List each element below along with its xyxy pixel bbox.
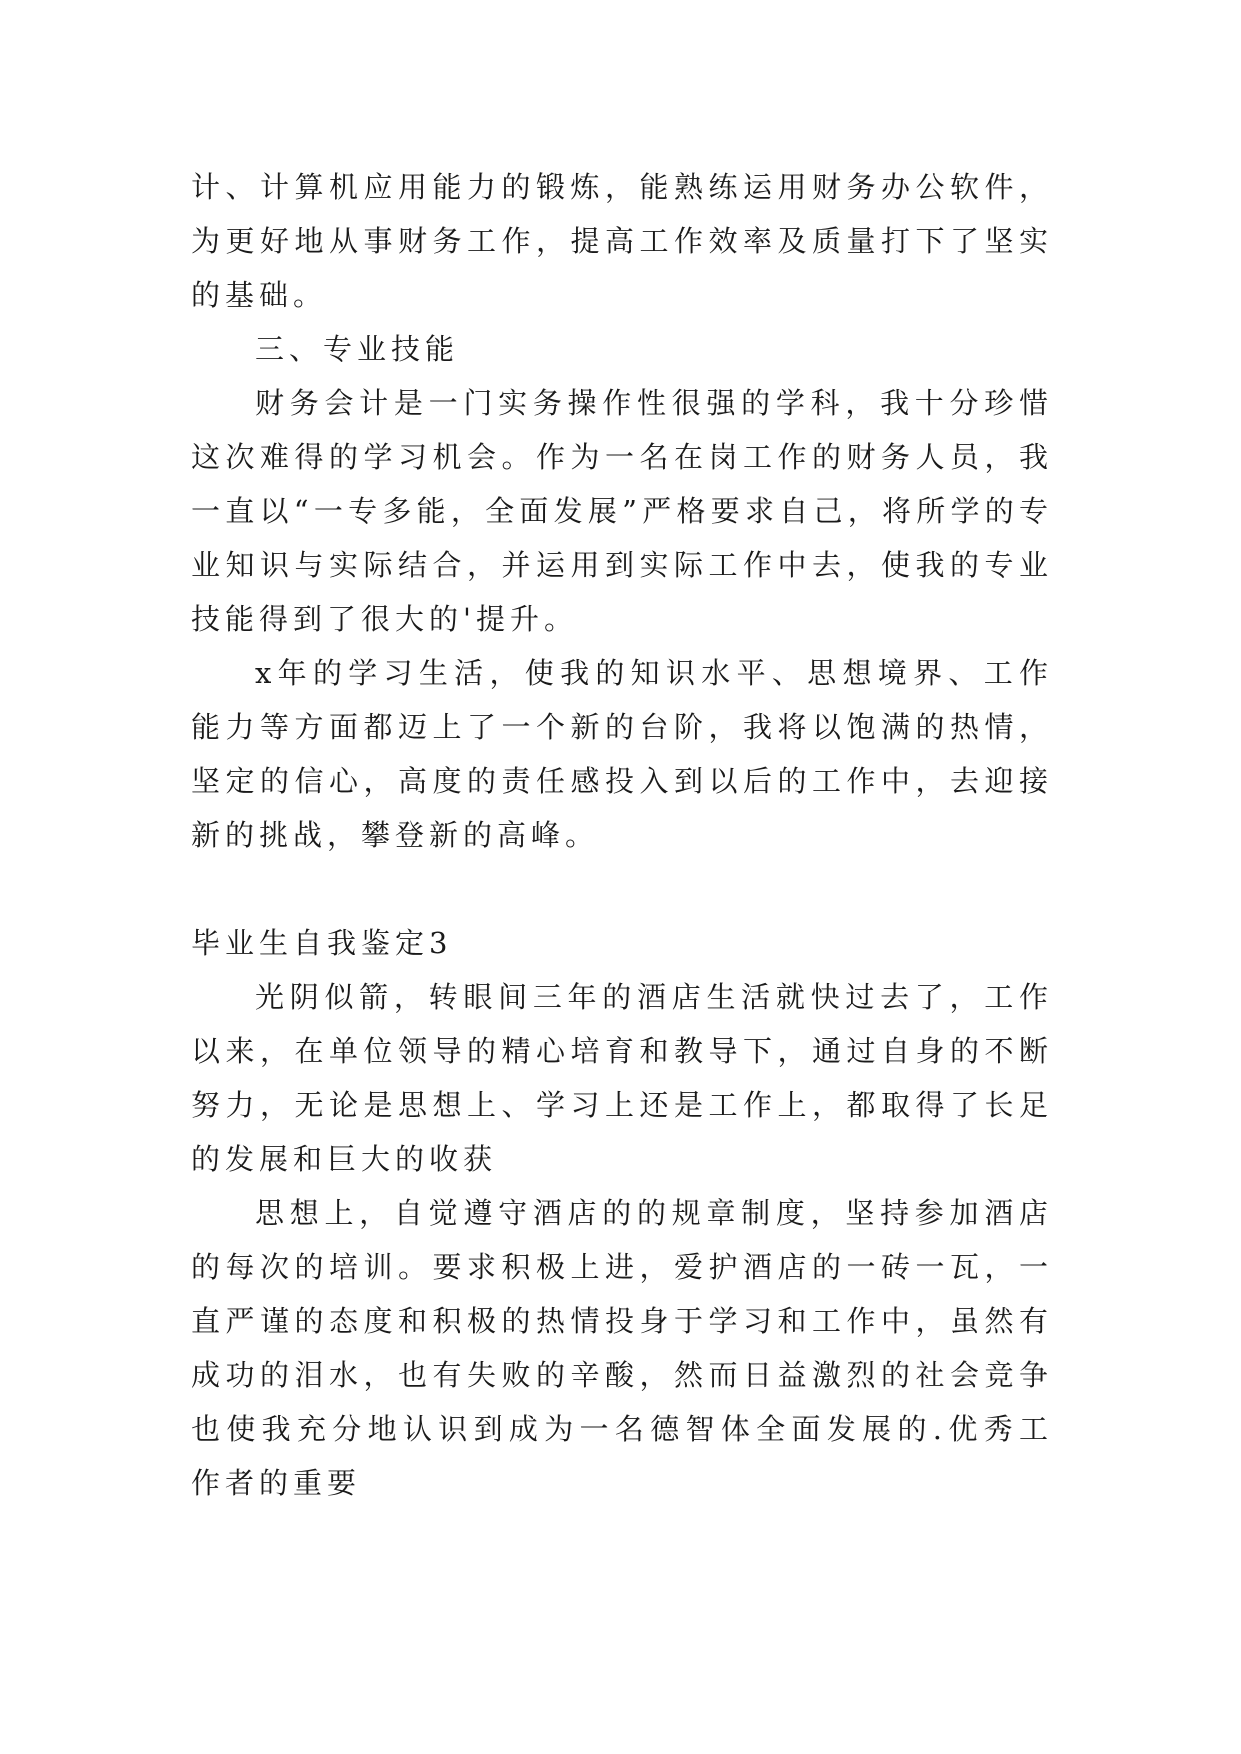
paragraph-study-life: x年的学习生活，使我的知识水平、思想境界、工作能力等方面都迈上了一个新的台阶，我将以饱满的热情，坚定的信心，高度的责任感投入到以后的工作中，去迎接新的挑战，攀登新的高峰。 [191,656,1053,852]
subheading-professional-skills: 三、专业技能 [255,332,460,366]
paragraph-financial-accounting: 财务会计是一门实务操作性很强的学科，我十分珍惜这次难得的学习机会。作为一名在岗工作的财务人员，我一直以“一专多能，全面发展”严格要求自己，将所学的专业知识与实际结合，并运用到实际工作中去，使我的专业技能得到了很大的'提升。 [191,386,1053,636]
section-title-self-evaluation-3: 毕业生自我鉴定3 [191,926,453,960]
paragraph-continuation: 计、计算机应用能力的锻炼，能熟练运用财务办公软件，为更好地从事财务工作，提高工作效率及质量打下了坚实的基础。 [191,170,1053,312]
document-body [191,160,1053,1510]
paragraph-ideology: 思想上，自觉遵守酒店的的规章制度，坚持参加酒店的每次的培训。要求积极上进，爱护酒店的一砖一瓦，一直严谨的态度和积极的热情投身于学习和工作中，虽然有成功的泪水，也有失败的辛酸，然而日益激烈的社会竞争也使我充分地认识到成为一名德智体全面发展的.优秀工作者的重要 [191,1196,1053,1500]
paragraph-hotel-life: 光阴似箭，转眼间三年的酒店生活就快过去了，工作以来，在单位领导的精心培育和教导下，通过自身的不断努力，无论是思想上、学习上还是工作上，都取得了长足的发展和巨大的收获 [191,980,1053,1176]
